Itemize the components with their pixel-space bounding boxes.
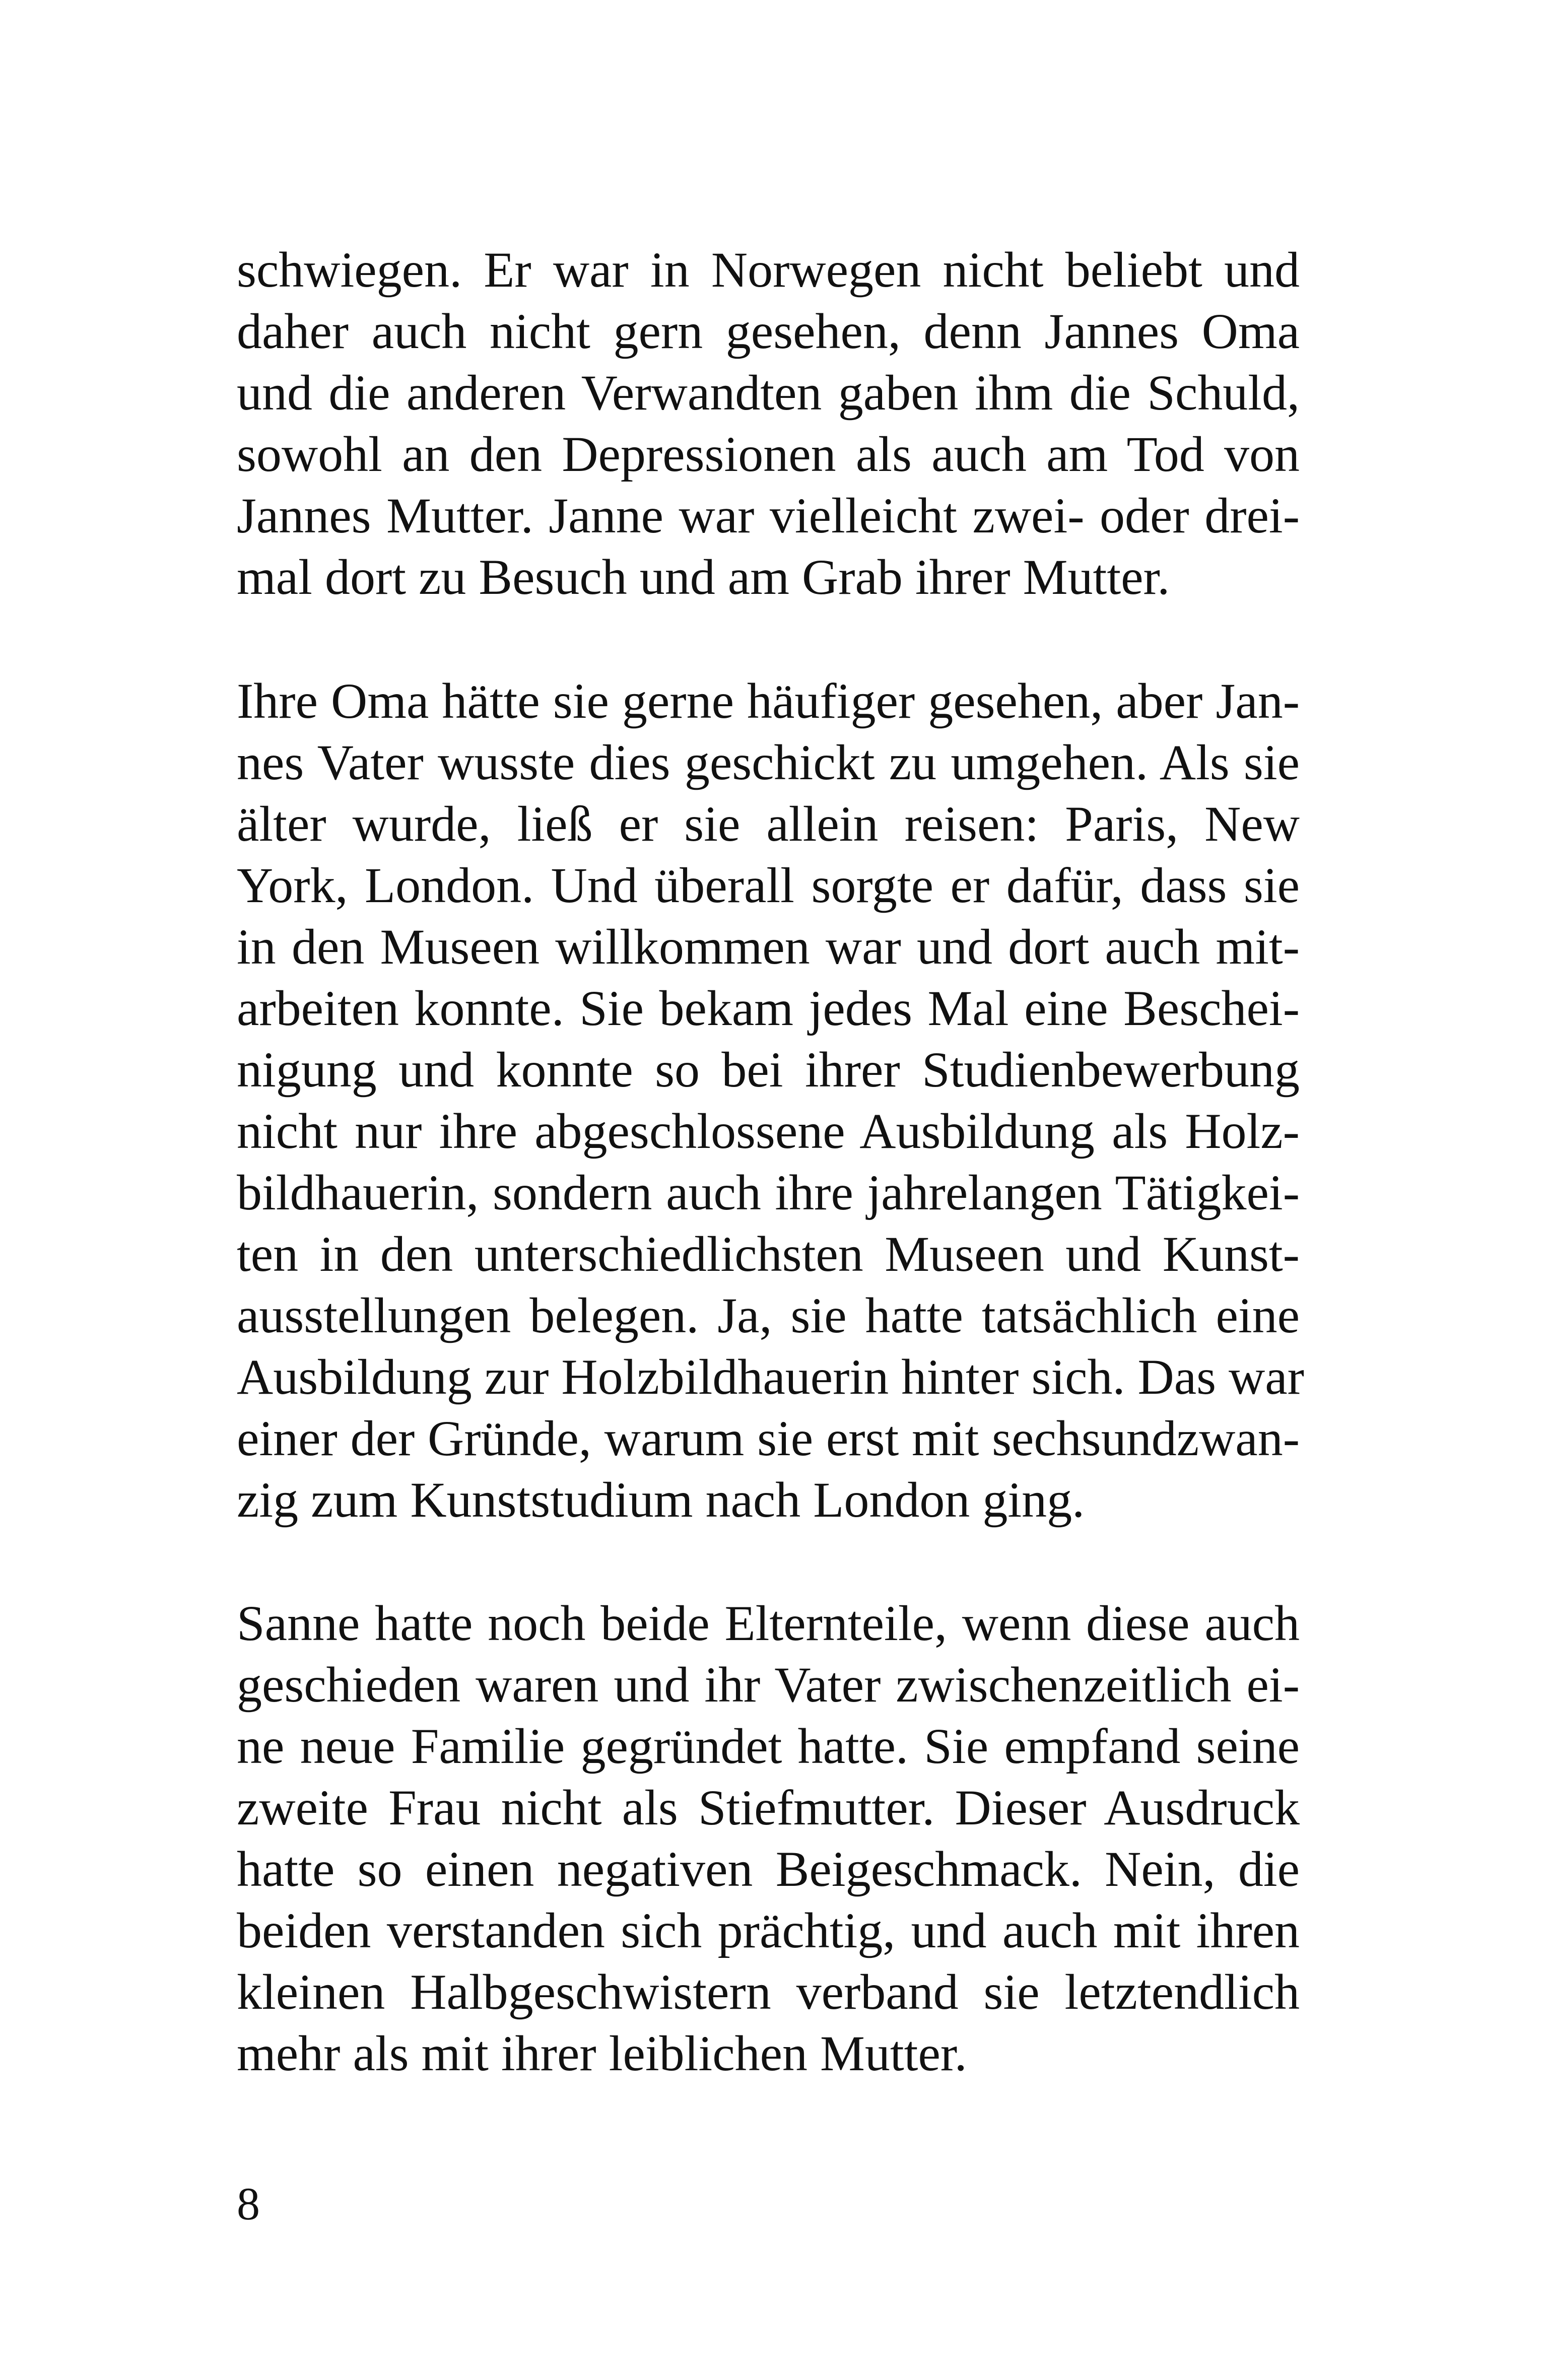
text-line: hatte so einen negativen Beigeschmack. Nein, die	[237, 1841, 1300, 1897]
page-number: 8	[237, 2178, 260, 2229]
text-line: arbeiten konnte. Sie bekam jedes Mal eine Beschei-	[237, 980, 1300, 1036]
text-line: Ausbildung zur Holzbildhauerin hinter sich. Das war	[237, 1349, 1304, 1405]
text-line: Sanne hatte noch beide Elternteile, wenn diese auch	[237, 1595, 1300, 1651]
text-line: einer der Gründe, warum sie erst mit sechsundzwan-	[237, 1410, 1300, 1466]
paragraph-3	[237, 1593, 1300, 2084]
text-line: schwiegen. Er war in Norwegen nicht beliebt und	[237, 242, 1300, 298]
text-line: und die anderen Verwandten gaben ihm die Schuld,	[237, 365, 1300, 421]
text-line: älter wurde, ließ er sie allein reisen: Paris, New	[237, 796, 1300, 852]
text-line: nigung und konnte so bei ihrer Studienbewerbung	[237, 1042, 1300, 1098]
text-line: mal dort zu Besuch und am Grab ihrer Mutter.	[237, 549, 1170, 605]
text-line: zweite Frau nicht als Stiefmutter. Dieser Ausdruck	[237, 1780, 1300, 1835]
text-line: nicht nur ihre abgeschlossene Ausbildung als Holz-	[237, 1103, 1300, 1159]
paragraph-2	[237, 670, 1304, 1531]
text-line: ausstellungen belegen. Ja, sie hatte tatsächlich eine	[237, 1287, 1300, 1343]
text-line: York, London. Und überall sorgte er dafür, dass sie	[237, 857, 1300, 913]
text-line: beiden verstanden sich prächtig, und auch mit ihren	[237, 1902, 1300, 1958]
text-line: ten in den unterschiedlichsten Museen und Kunst-	[237, 1226, 1300, 1282]
text-line: kleinen Halbgeschwistern verband sie letztendlich	[237, 1964, 1300, 2020]
text-line: ne neue Familie gegründet hatte. Sie empfand seine	[237, 1718, 1300, 1774]
text-line: Ihre Oma hätte sie gerne häufiger gesehen, aber Jan-	[237, 673, 1300, 729]
text-line: daher auch nicht gern gesehen, denn Jannes Oma	[237, 303, 1300, 359]
text-line: sowohl an den Depressionen als auch am Tod von	[237, 426, 1300, 482]
text-line: zig zum Kunststudium nach London ging.	[237, 1472, 1085, 1528]
text-line: geschieden waren und ihr Vater zwischenzeitlich ei-	[237, 1657, 1300, 1713]
text-line: in den Museen willkommen war und dort auch mit-	[237, 919, 1300, 975]
paragraph-1	[237, 239, 1300, 608]
text-line: mehr als mit ihrer leiblichen Mutter.	[237, 2025, 967, 2081]
text-line: bildhauerin, sondern auch ihre jahrelangen Tätigkei-	[237, 1165, 1300, 1220]
text-line: nes Vater wusste dies geschickt zu umgehen. Als sie	[237, 734, 1300, 790]
text-line: Jannes Mutter. Janne war vielleicht zwei- oder drei-	[237, 488, 1300, 543]
